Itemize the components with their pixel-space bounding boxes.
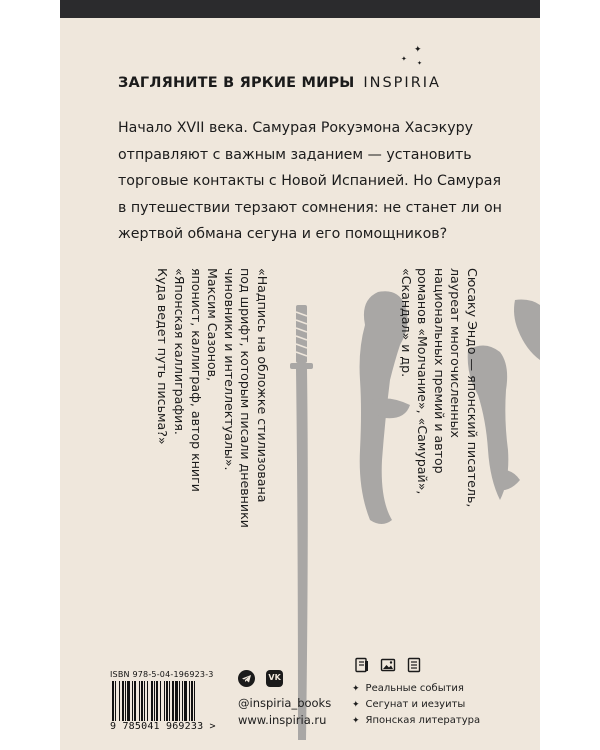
quote-line: японист, каллиграф, автор книги	[188, 268, 204, 492]
vk-icon[interactable]: VK	[266, 670, 283, 687]
feature-icons	[354, 657, 480, 673]
author-bio-line: романов «Молчание», «Самурай»,	[415, 268, 431, 495]
feature-item	[352, 697, 480, 713]
author-bio	[397, 268, 480, 568]
quote-line: под шрифт, которым писали дневники	[238, 268, 254, 528]
barcode	[110, 681, 230, 721]
telegram-icon[interactable]	[238, 670, 255, 687]
book-back-cover	[60, 0, 540, 750]
sparkle-icon: ✦	[414, 45, 422, 55]
image-icon	[380, 657, 396, 673]
quote-line: «Японская каллиграфия.	[172, 268, 188, 435]
feature-label: Сегунат и иезуиты	[365, 699, 466, 710]
feature-item	[352, 713, 480, 729]
star-bullet-icon: ✦	[352, 684, 360, 694]
isbn-digits: 9 785041 969233 >	[110, 721, 216, 732]
features-block	[352, 657, 480, 729]
feature-label: Реальные события	[365, 683, 464, 694]
quote-line: Максим Сазонов,	[205, 268, 221, 382]
synopsis-line: отправляют с важным заданием — установить	[118, 146, 472, 163]
synopsis-line: жертвой обмана сегуна и его помощников?	[118, 226, 448, 243]
quote-line: Куда ведет путь письма?»	[155, 268, 171, 445]
sparkle-icon: ✦	[417, 60, 423, 67]
sparkle-icon: ✦	[401, 55, 407, 63]
calligraphy-quote	[154, 268, 270, 568]
synopsis-line: в путешествии терзают сомнения: не станет ли он	[118, 199, 502, 216]
feature-label: Японская литература	[365, 715, 481, 726]
book-icon	[354, 657, 370, 673]
author-bio-line: лауреат многочисленных	[448, 268, 464, 438]
synopsis-line: торговые контакты с Новой Испанией. Но Самурая	[118, 173, 501, 190]
synopsis-line: Начало XVII века. Самурая Рокуэмона Хасэкуру	[118, 120, 474, 136]
author-bio-line: Сюсаку Эндо — японский писатель,	[465, 268, 480, 508]
checklist-icon	[406, 657, 422, 673]
social-handle[interactable]: @inspiria_books	[238, 696, 332, 710]
quote-line: чиновники и интеллектуалы».	[221, 268, 237, 471]
author-bio-line: национальных премий и автор	[431, 268, 447, 474]
feature-item	[352, 681, 480, 697]
quote-line: «Надпись на обложке стилизована	[255, 268, 270, 503]
star-bullet-icon: ✦	[352, 716, 360, 726]
website-link[interactable]: www.inspiria.ru	[238, 713, 327, 727]
star-bullet-icon: ✦	[352, 700, 360, 710]
isbn-block	[110, 670, 230, 732]
isbn-label: ISBN 978-5-04-196923-3	[110, 670, 214, 679]
author-bio-line: «Скандал» и др.	[398, 268, 414, 378]
social-block	[238, 670, 331, 729]
publisher-logo: INSPIRIA	[363, 75, 441, 91]
brand-tagline: ЗАГЛЯНИТЕ В ЯРКИЕ МИРЫ	[118, 75, 355, 91]
